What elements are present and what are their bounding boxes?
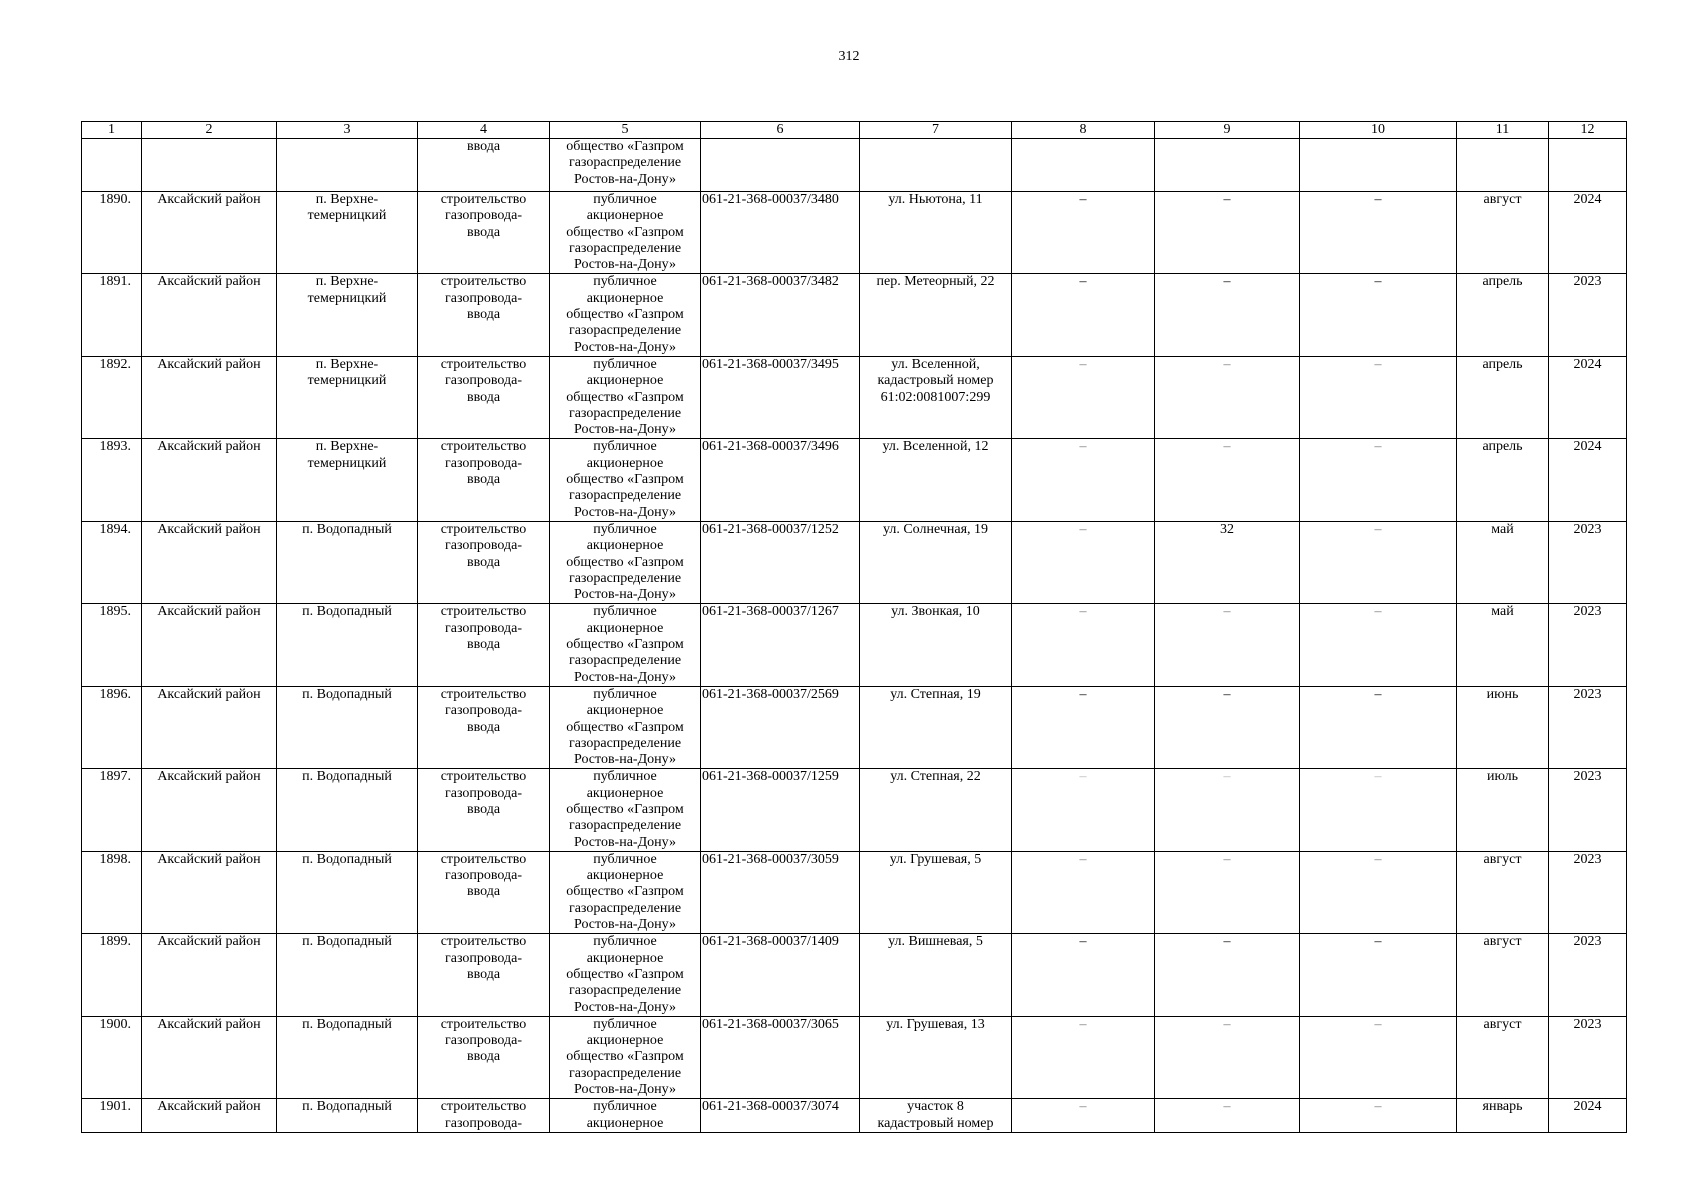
cell-year: 2024 (1549, 356, 1627, 438)
column-header-6: 6 (701, 122, 860, 139)
cell-address: ул. Звонкая, 10 (860, 604, 1012, 686)
cell-organization: публичное акционерное общество «Газпром газораспределение Ростов-на-Дону» (550, 1016, 701, 1098)
cell-application-id (701, 139, 860, 192)
cell-application-id: 061-21-368-00037/3074 (701, 1099, 860, 1133)
cell-work-type: строительство газопровода- ввода (418, 686, 550, 768)
cell-number: 1895. (82, 604, 142, 686)
column-header-11: 11 (1457, 122, 1549, 139)
cell-year (1549, 139, 1627, 192)
cell-col9: – (1155, 1099, 1300, 1133)
cell-col9: – (1155, 1016, 1300, 1098)
cell-col10: – (1300, 274, 1457, 356)
column-header-8: 8 (1012, 122, 1155, 139)
cell-col9: – (1155, 851, 1300, 933)
cell-application-id: 061-21-368-00037/3480 (701, 192, 860, 274)
cell-organization: публичное акционерное общество «Газпром газораспределение Ростов-на-Дону» (550, 851, 701, 933)
cell-col8: – (1012, 769, 1155, 851)
cell-locality: п. Верхне- темерницкий (277, 192, 418, 274)
cell-application-id: 061-21-368-00037/3482 (701, 274, 860, 356)
cell-address: ул. Вселенной, кадастровый номер 61:02:0081007:299 (860, 356, 1012, 438)
cell-month: июнь (1457, 686, 1549, 768)
cell-col10: – (1300, 769, 1457, 851)
cell-district: Аксайский район (142, 604, 277, 686)
cell-work-type: строительство газопровода- ввода (418, 356, 550, 438)
cell-work-type: строительство газопровода- ввода (418, 274, 550, 356)
cell-col10: – (1300, 192, 1457, 274)
cell-col8: – (1012, 934, 1155, 1016)
cell-year: 2023 (1549, 686, 1627, 768)
table-row (82, 934, 1627, 1016)
cell-work-type: строительство газопровода- ввода (418, 1016, 550, 1098)
table-row (82, 686, 1627, 768)
cell-district: Аксайский район (142, 356, 277, 438)
cell-address: ул. Ньютона, 11 (860, 192, 1012, 274)
cell-col10: – (1300, 521, 1457, 603)
cell-col10: – (1300, 851, 1457, 933)
cell-month: август (1457, 851, 1549, 933)
cell-address: ул. Вишневая, 5 (860, 934, 1012, 1016)
cell-address: участок 8 кадастровый номер (860, 1099, 1012, 1133)
cell-application-id: 061-21-368-00037/1252 (701, 521, 860, 603)
cell-col8: – (1012, 851, 1155, 933)
cell-work-type: строительство газопровода- (418, 1099, 550, 1133)
cell-year: 2023 (1549, 521, 1627, 603)
cell-col10: – (1300, 604, 1457, 686)
cell-col8: – (1012, 521, 1155, 603)
cell-application-id: 061-21-368-00037/1409 (701, 934, 860, 1016)
cell-application-id: 061-21-368-00037/1259 (701, 769, 860, 851)
cell-col8: – (1012, 356, 1155, 438)
register-table (81, 121, 1627, 1133)
cell-month: апрель (1457, 439, 1549, 521)
cell-number: 1891. (82, 274, 142, 356)
cell-locality: п. Верхне- темерницкий (277, 356, 418, 438)
cell-work-type: строительство газопровода- ввода (418, 769, 550, 851)
cell-year: 2023 (1549, 1016, 1627, 1098)
cell-district: Аксайский район (142, 851, 277, 933)
cell-organization: общество «Газпром газораспределение Ростов-на-Дону» (550, 139, 701, 192)
cell-district: Аксайский район (142, 439, 277, 521)
cell-number: 1897. (82, 769, 142, 851)
cell-col8: – (1012, 686, 1155, 768)
cell-month: январь (1457, 1099, 1549, 1133)
cell-year: 2023 (1549, 604, 1627, 686)
cell-number: 1893. (82, 439, 142, 521)
cell-district (142, 139, 277, 192)
cell-district: Аксайский район (142, 274, 277, 356)
header-row (82, 122, 1627, 139)
cell-organization: публичное акционерное общество «Газпром газораспределение Ростов-на-Дону» (550, 439, 701, 521)
table-row (82, 1099, 1627, 1133)
cell-district: Аксайский район (142, 934, 277, 1016)
cell-district: Аксайский район (142, 192, 277, 274)
table-row (82, 851, 1627, 933)
cell-col10: – (1300, 356, 1457, 438)
cell-col9: – (1155, 439, 1300, 521)
cell-month: август (1457, 192, 1549, 274)
cell-month: май (1457, 604, 1549, 686)
column-header-7: 7 (860, 122, 1012, 139)
cell-organization: публичное акционерное общество «Газпром газораспределение Ростов-на-Дону» (550, 934, 701, 1016)
cell-number: 1899. (82, 934, 142, 1016)
cell-col8: – (1012, 274, 1155, 356)
table-row (82, 192, 1627, 274)
cell-number: 1894. (82, 521, 142, 603)
cell-application-id: 061-21-368-00037/1267 (701, 604, 860, 686)
column-header-12: 12 (1549, 122, 1627, 139)
cell-organization: публичное акционерное общество «Газпром газораспределение Ростов-на-Дону» (550, 521, 701, 603)
column-header-4: 4 (418, 122, 550, 139)
cell-col9: – (1155, 686, 1300, 768)
table-row (82, 1016, 1627, 1098)
cell-work-type: строительство газопровода- ввода (418, 439, 550, 521)
cell-year: 2023 (1549, 274, 1627, 356)
cell-month: август (1457, 934, 1549, 1016)
cell-address (860, 139, 1012, 192)
cell-month: июль (1457, 769, 1549, 851)
cell-application-id: 061-21-368-00037/3065 (701, 1016, 860, 1098)
cell-district: Аксайский район (142, 1099, 277, 1133)
cell-district: Аксайский район (142, 521, 277, 603)
cell-locality: п. Водопадный (277, 934, 418, 1016)
cell-application-id: 061-21-368-00037/2569 (701, 686, 860, 768)
cell-year: 2023 (1549, 851, 1627, 933)
cell-locality: п. Водопадный (277, 1099, 418, 1133)
cell-month: апрель (1457, 356, 1549, 438)
cell-year: 2024 (1549, 1099, 1627, 1133)
cell-organization: публичное акционерное общество «Газпром газораспределение Ростов-на-Дону» (550, 686, 701, 768)
table-row (82, 604, 1627, 686)
cell-col10: – (1300, 1099, 1457, 1133)
cell-address: ул. Вселенной, 12 (860, 439, 1012, 521)
table-row (82, 769, 1627, 851)
cell-application-id: 061-21-368-00037/3059 (701, 851, 860, 933)
cell-number: 1890. (82, 192, 142, 274)
table-row (82, 356, 1627, 438)
column-header-3: 3 (277, 122, 418, 139)
cell-address: пер. Метеорный, 22 (860, 274, 1012, 356)
cell-month: май (1457, 521, 1549, 603)
cell-work-type: строительство газопровода- ввода (418, 934, 550, 1016)
cell-organization: публичное акционерное общество «Газпром газораспределение Ростов-на-Дону» (550, 604, 701, 686)
cell-number: 1898. (82, 851, 142, 933)
cell-col8: – (1012, 1016, 1155, 1098)
cell-locality: п. Водопадный (277, 851, 418, 933)
cell-district: Аксайский район (142, 1016, 277, 1098)
cell-work-type: строительство газопровода- ввода (418, 604, 550, 686)
cell-month (1457, 139, 1549, 192)
cell-year: 2024 (1549, 439, 1627, 521)
cell-col8: – (1012, 604, 1155, 686)
cell-col8 (1012, 139, 1155, 192)
column-header-1: 1 (82, 122, 142, 139)
cell-col8: – (1012, 439, 1155, 521)
cell-work-type: строительство газопровода- ввода (418, 192, 550, 274)
cell-work-type: строительство газопровода- ввода (418, 851, 550, 933)
cell-col10: – (1300, 686, 1457, 768)
cell-number: 1900. (82, 1016, 142, 1098)
cell-col9: – (1155, 769, 1300, 851)
cell-month: август (1457, 1016, 1549, 1098)
cell-organization: публичное акционерное общество «Газпром газораспределение Ростов-на-Дону» (550, 274, 701, 356)
cell-col9: – (1155, 604, 1300, 686)
cell-organization: публичное акционерное общество «Газпром газораспределение Ростов-на-Дону» (550, 769, 701, 851)
cell-col9: 32 (1155, 521, 1300, 603)
cell-col8: – (1012, 192, 1155, 274)
cell-number: 1901. (82, 1099, 142, 1133)
cell-address: ул. Грушевая, 5 (860, 851, 1012, 933)
cell-number (82, 139, 142, 192)
cell-col9: – (1155, 356, 1300, 438)
cell-col10: – (1300, 439, 1457, 521)
cell-work-type: строительство газопровода- ввода (418, 521, 550, 603)
cell-number: 1892. (82, 356, 142, 438)
table-row (82, 521, 1627, 603)
cell-col10: – (1300, 934, 1457, 1016)
cell-organization: публичное акционерное (550, 1099, 701, 1133)
cell-locality: п. Водопадный (277, 686, 418, 768)
cell-col9 (1155, 139, 1300, 192)
page-number: 312 (838, 49, 860, 64)
cell-col9: – (1155, 274, 1300, 356)
cell-locality: п. Водопадный (277, 604, 418, 686)
cell-year: 2023 (1549, 769, 1627, 851)
cell-col9: – (1155, 934, 1300, 1016)
cell-address: ул. Степная, 19 (860, 686, 1012, 768)
cell-col9: – (1155, 192, 1300, 274)
cell-col10: – (1300, 1016, 1457, 1098)
cell-locality: п. Верхне- темерницкий (277, 439, 418, 521)
cell-locality: п. Верхне- темерницкий (277, 274, 418, 356)
cell-year: 2024 (1549, 192, 1627, 274)
cell-address: ул. Степная, 22 (860, 769, 1012, 851)
cell-district: Аксайский район (142, 769, 277, 851)
cell-application-id: 061-21-368-00037/3495 (701, 356, 860, 438)
cell-organization: публичное акционерное общество «Газпром газораспределение Ростов-на-Дону» (550, 356, 701, 438)
cell-locality: п. Водопадный (277, 1016, 418, 1098)
table-row (82, 439, 1627, 521)
cell-locality: п. Водопадный (277, 769, 418, 851)
cell-address: ул. Грушевая, 13 (860, 1016, 1012, 1098)
cell-month: апрель (1457, 274, 1549, 356)
continuation-row (82, 139, 1627, 192)
column-header-2: 2 (142, 122, 277, 139)
cell-number: 1896. (82, 686, 142, 768)
table-row (82, 274, 1627, 356)
column-header-10: 10 (1300, 122, 1457, 139)
cell-organization: публичное акционерное общество «Газпром газораспределение Ростов-на-Дону» (550, 192, 701, 274)
cell-year: 2023 (1549, 934, 1627, 1016)
cell-locality (277, 139, 418, 192)
cell-locality: п. Водопадный (277, 521, 418, 603)
cell-address: ул. Солнечная, 19 (860, 521, 1012, 603)
column-header-5: 5 (550, 122, 701, 139)
cell-application-id: 061-21-368-00037/3496 (701, 439, 860, 521)
cell-district: Аксайский район (142, 686, 277, 768)
cell-col10 (1300, 139, 1457, 192)
cell-col8: – (1012, 1099, 1155, 1133)
cell-work-type: ввода (418, 139, 550, 192)
column-header-9: 9 (1155, 122, 1300, 139)
